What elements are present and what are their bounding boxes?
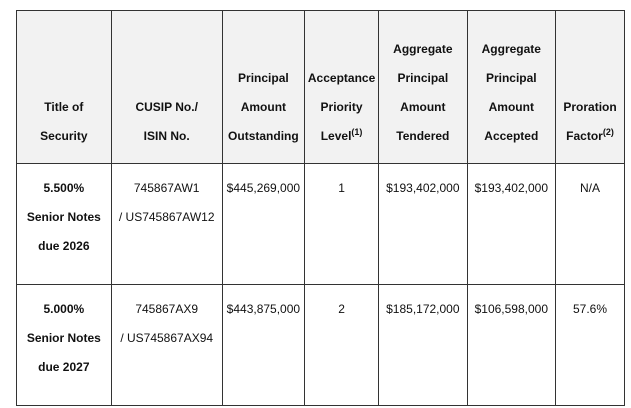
proration-factor-cell: N/A <box>556 164 625 285</box>
principal-outstanding-cell: $443,875,000 <box>222 285 304 406</box>
header-factor-text: Factor <box>566 129 603 143</box>
header-proration-factor: Proration Factor$^{(2)}$ <box>556 11 625 164</box>
header-principal-outstanding: Principal Amount Outstanding <box>222 11 304 164</box>
cusip-isin-cell: 745867AW1 / US745867AW12 <box>111 164 222 285</box>
footnote-1-marker: (1) <box>351 127 363 137</box>
proration-factor-cell: 57.6% <box>556 285 625 406</box>
amount-accepted-cell: $193,402,000 <box>467 164 555 285</box>
amount-tendered-cell: $185,172,000 <box>379 285 467 406</box>
principal-outstanding-cell: $445,269,000 <box>222 164 304 285</box>
footnote-2-marker: (2) <box>602 127 614 137</box>
header-row <box>17 11 625 164</box>
table-row <box>17 285 625 406</box>
security-title-cell: 5.500% Senior Notes due 2026 <box>17 164 112 285</box>
security-title-cell: 5.000% Senior Notes due 2027 <box>17 285 112 406</box>
cusip-isin-cell: 745867AX9 / US745867AX94 <box>111 285 222 406</box>
header-aggregate-accepted: Aggregate Principal Amount Accepted <box>467 11 555 164</box>
amount-accepted-cell: $106,598,000 <box>467 285 555 406</box>
amount-tendered-cell: $193,402,000 <box>379 164 467 285</box>
tender-results-table <box>16 10 625 406</box>
priority-level-cell: 1 <box>305 164 379 285</box>
header-acceptance-priority: Acceptance Priority Level$^{(1)}$ <box>305 11 379 164</box>
header-title-of-security: Title of Security <box>17 11 112 164</box>
table-row <box>17 164 625 285</box>
header-level-text: Level <box>320 129 352 143</box>
priority-level-cell: 2 <box>305 285 379 406</box>
header-cusip-isin: CUSIP No./ ISIN No. <box>111 11 222 164</box>
tender-offer-results <box>16 10 625 406</box>
header-aggregate-tendered: Aggregate Principal Amount Tendered <box>379 11 467 164</box>
